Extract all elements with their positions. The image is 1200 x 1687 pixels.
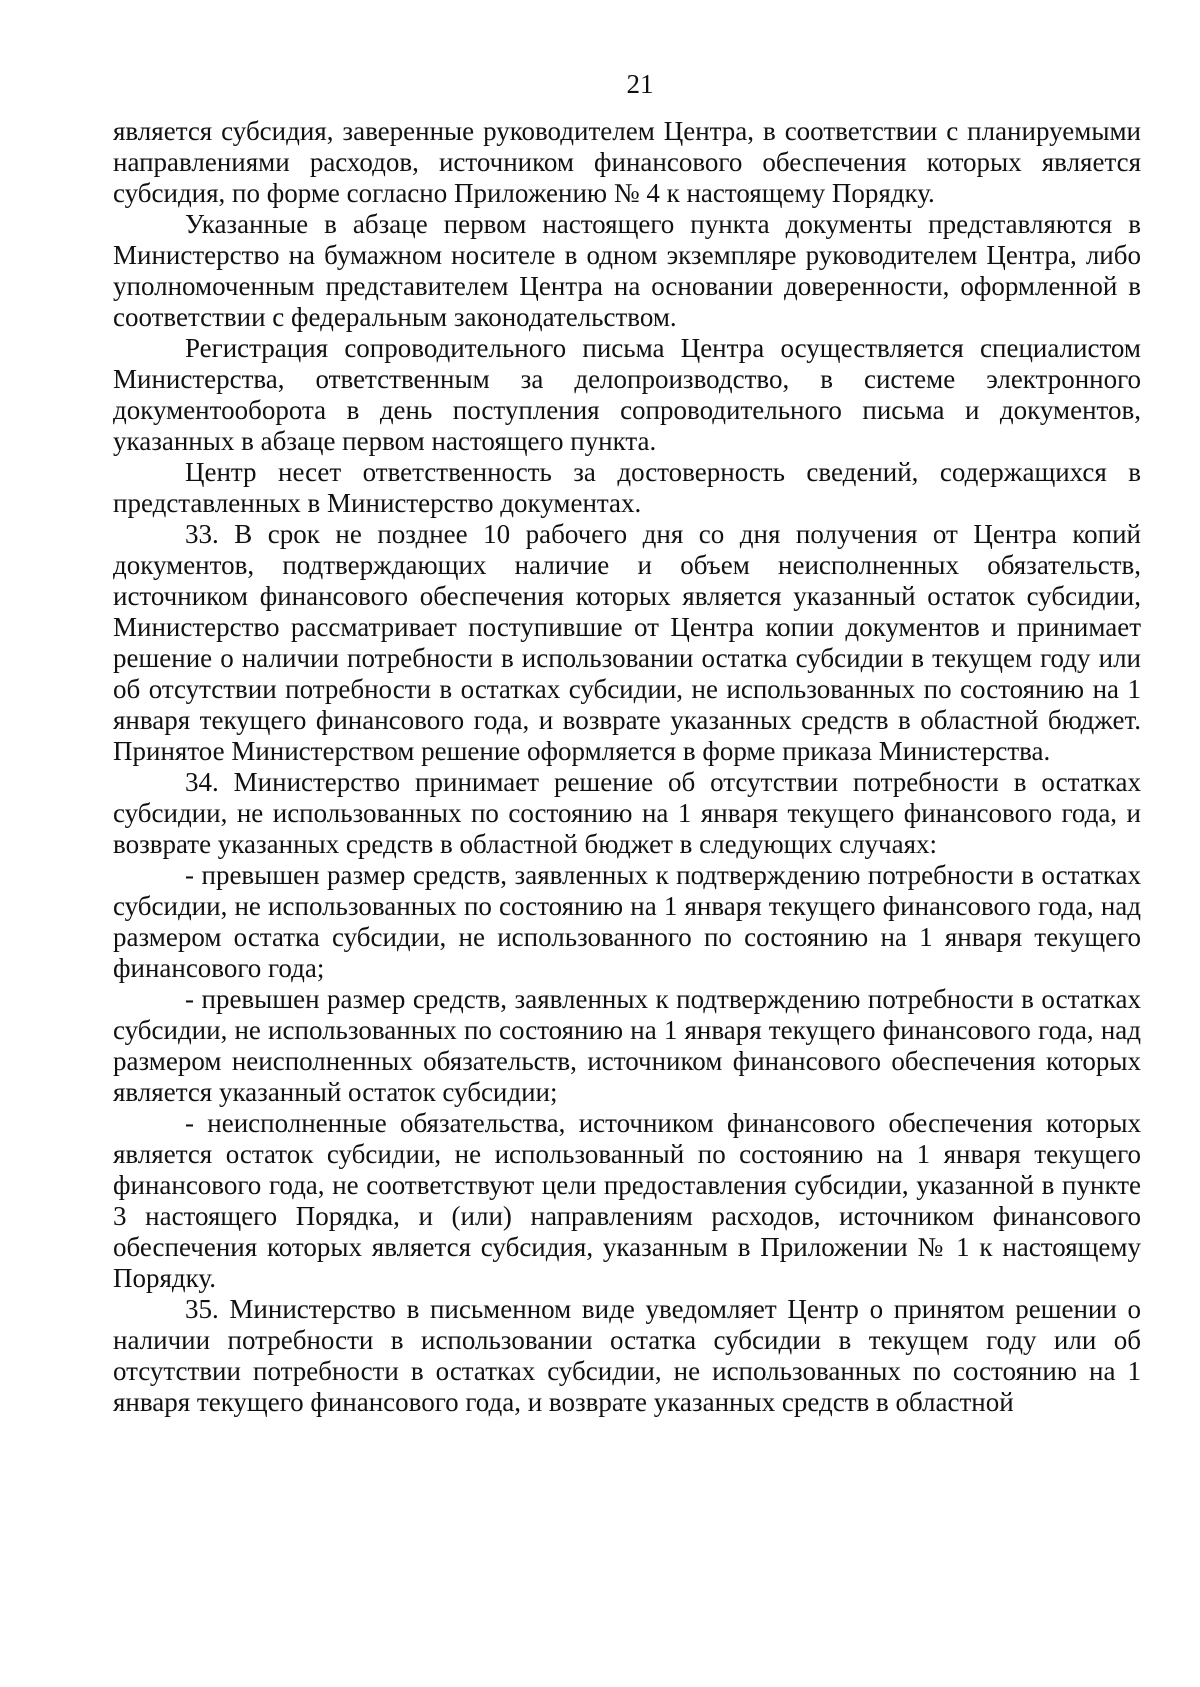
- paragraph-item-34: 34. Министерство принимает решение об отсутствии потребности в остатках субсидии, не использованных по состоянию на 1 января текущего финансового года, и возврате указанных средств в областной бюджет в следующих случаях:: [113, 767, 1141, 859]
- document-body: [113, 116, 1141, 1418]
- list-item-3: - неисполненные обязательства, источником финансового обеспечения которых является остаток субсидии, не использованный по состоянию на 1 января текущего финансового года, не соответствуют цели предоставления субсидии, указанной в пункте 3 настоящего Порядка, и (или) направлениям расходов, источником финансового обеспечения которых является субсидия, указанным в Приложении № 1 к настоящему Порядку.: [113, 1108, 1141, 1293]
- paragraph-continuation: является субсидия, заверенные руководителем Центра, в соответствии с планируемыми направлениями расходов, источником финансового обеспечения которых является субсидия, по форме согласно Приложению № 4 к настоящему Порядку.: [113, 116, 1141, 208]
- paragraph-item-35: 35. Министерство в письменном виде уведомляет Центр о принятом решении о наличии потребности в использовании остатка субсидии в текущем году или об отсутствии потребности в остатках субсидии, не использованных по состоянию на 1 января текущего финансового года, и возврате указанных средств в областной: [113, 1294, 1141, 1417]
- paragraph-item-33: 33. В срок не позднее 10 рабочего дня со дня получения от Центра копий документов, подтверждающих наличие и объем неисполненных обязательств, источником финансового обеспечения которых является указанный остаток субсидии, Министерство рассматривает поступившие от Центра копии документов и принимает решение о наличии потребности в использовании остатка субсидии в текущем году или об отсутствии потребности в остатках субсидии, не использованных по состоянию на 1 января текущего финансового года, и возврате указанных средств в областной бюджет. Принятое Министерством решение оформляется в форме приказа Министерства.: [113, 519, 1141, 766]
- list-item-2: - превышен размер средств, заявленных к подтверждению потребности в остатках субсидии, не использованных по состоянию на 1 января текущего финансового года, над размером неисполненных обязательств, источником финансового обеспечения которых является указанный остаток субсидии;: [113, 984, 1141, 1107]
- paragraph-responsibility: Центр несет ответственность за достоверность сведений, содержащихся в представленных в Министерство документах.: [113, 457, 1141, 518]
- list-item-1: - превышен размер средств, заявленных к подтверждению потребности в остатках субсидии, не использованных по состоянию на 1 января текущего финансового года, над размером остатка субсидии, не использованного по состоянию на 1 января текущего финансового года;: [113, 860, 1141, 983]
- paragraph-submission: Указанные в абзаце первом настоящего пункта документы представляются в Министерство на бумажном носителе в одном экземпляре руководителем Центра, либо уполномоченным представителем Центра на основании доверенности, оформленной в соответствии с федеральным законодательством.: [113, 209, 1141, 332]
- paragraph-registration: Регистрация сопроводительного письма Центра осуществляется специалистом Министерства, ответственным за делопроизводство, в системе электронного документооборота в день поступления сопроводительного письма и документов, указанных в абзаце первом настоящего пункта.: [113, 333, 1141, 456]
- page-number: 21: [626, 69, 654, 99]
